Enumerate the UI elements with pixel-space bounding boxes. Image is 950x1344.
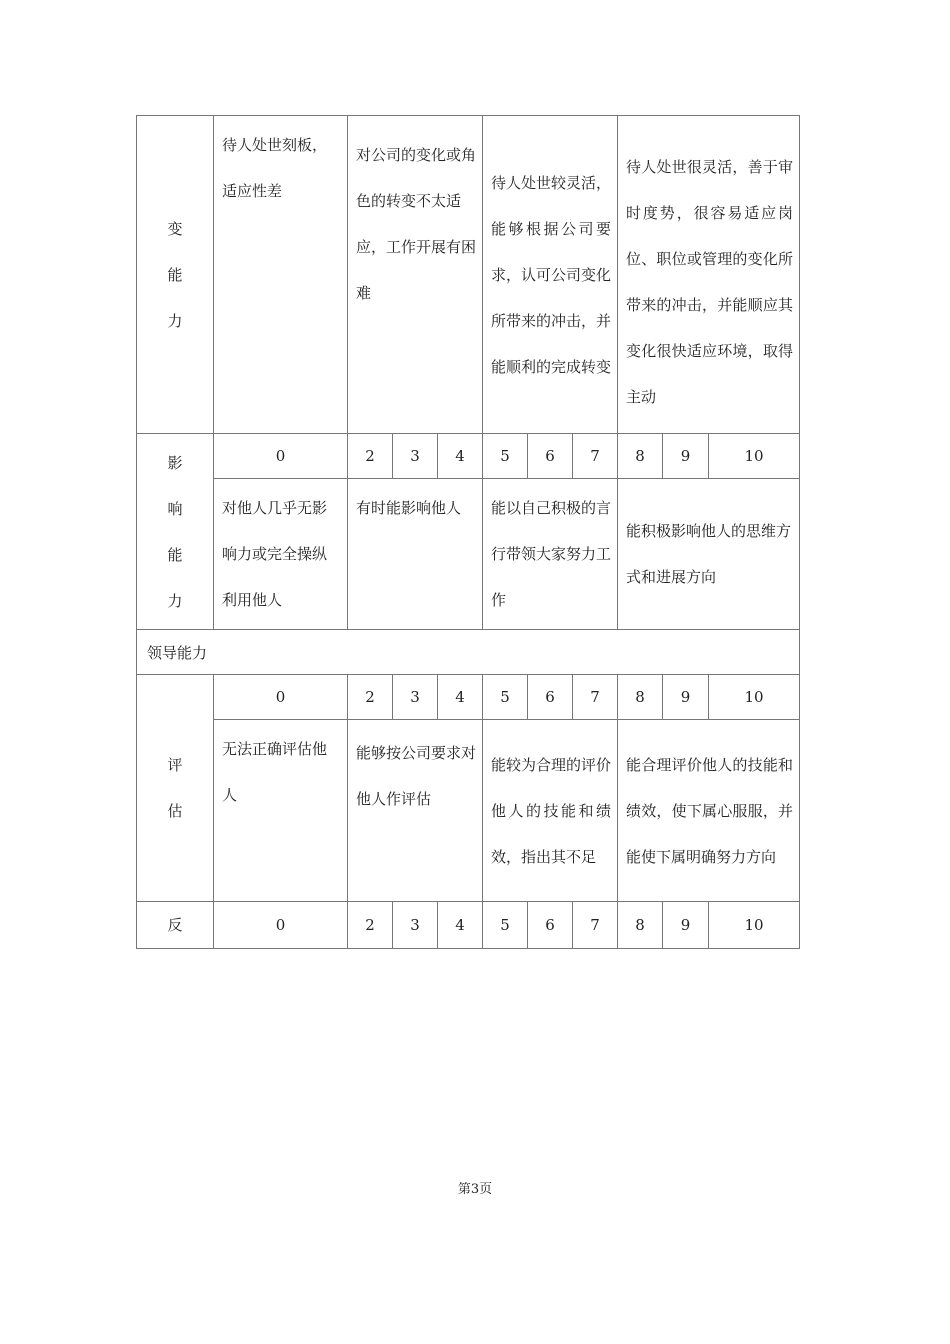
influence-desc-2-4: 有时能影响他人 <box>348 479 483 630</box>
score-cell: 4 <box>438 902 483 949</box>
adapt-label: 变 能 力 <box>137 116 214 434</box>
score-cell: 6 <box>528 675 573 720</box>
score-cell: 8 <box>618 902 663 949</box>
feedback-score-row <box>137 902 800 949</box>
score-cell: 2 <box>348 434 393 479</box>
adapt-desc-0-2: 待人处世刻板，适应性差 <box>214 116 348 434</box>
adapt-row <box>137 116 800 434</box>
score-cell: 8 <box>618 675 663 720</box>
adapt-desc-8-10: 待人处世很灵活，善于审时度势，很容易适应岗位、职位或管理的变化所带来的冲击，并能顺应其变化很快适应环境，取得主动 <box>618 116 800 434</box>
adapt-desc-2-4: 对公司的变化或角色的转变不太适应，工作开展有困难 <box>348 116 483 434</box>
score-cell: 9 <box>663 434 709 479</box>
evaluate-desc-2-4: 能够按公司要求对他人作评估 <box>348 720 483 902</box>
score-cell: 5 <box>483 434 528 479</box>
score-cell: 4 <box>438 675 483 720</box>
score-cell: 3 <box>393 434 438 479</box>
competency-table <box>136 115 800 949</box>
score-cell: 9 <box>663 902 709 949</box>
score-cell: 5 <box>483 902 528 949</box>
score-cell: 10 <box>709 902 800 949</box>
score-cell: 8 <box>618 434 663 479</box>
score-cell: 9 <box>663 675 709 720</box>
section-title: 领导能力 <box>137 630 800 675</box>
influence-label: 影 响 能 力 <box>137 434 214 630</box>
score-cell: 10 <box>709 434 800 479</box>
influence-desc-5-7: 能以自己积极的言行带领大家努力工作 <box>483 479 618 630</box>
evaluate-desc-0-2: 无法正确评估他人 <box>214 720 348 902</box>
score-cell: 10 <box>709 675 800 720</box>
score-cell: 3 <box>393 675 438 720</box>
score-cell: 6 <box>528 902 573 949</box>
score-cell: 0 <box>214 902 348 949</box>
score-cell: 0 <box>214 675 348 720</box>
evaluate-desc-8-10: 能合理评价他人的技能和绩效，使下属心服服，并能使下属明确努力方向 <box>618 720 800 902</box>
score-cell: 7 <box>573 902 618 949</box>
evaluate-score-row <box>137 675 800 720</box>
evaluate-desc-row <box>137 720 800 902</box>
evaluate-desc-5-7: 能较为合理的评价他人的技能和绩效，指出其不足 <box>483 720 618 902</box>
evaluate-label: 评 估 <box>137 675 214 902</box>
page-number: 第3页 <box>457 1182 493 1197</box>
score-cell: 4 <box>438 434 483 479</box>
section-row <box>137 630 800 675</box>
influence-score-row <box>137 434 800 479</box>
influence-desc-8-10: 能积极影响他人的思维方式和进展方向 <box>618 479 800 630</box>
feedback-label: 反 <box>137 902 214 949</box>
influence-desc-row <box>137 479 800 630</box>
score-cell: 7 <box>573 434 618 479</box>
score-cell: 7 <box>573 675 618 720</box>
score-cell: 2 <box>348 675 393 720</box>
influence-desc-0-2: 对他人几乎无影响力或完全操纵利用他人 <box>214 479 348 630</box>
adapt-desc-5-7: 待人处世较灵活，能够根据公司要求，认可公司变化所带来的冲击，并能顺利的完成转变 <box>483 116 618 434</box>
score-cell: 6 <box>528 434 573 479</box>
score-cell: 5 <box>483 675 528 720</box>
score-cell: 3 <box>393 902 438 949</box>
score-cell: 2 <box>348 902 393 949</box>
score-cell: 0 <box>214 434 348 479</box>
